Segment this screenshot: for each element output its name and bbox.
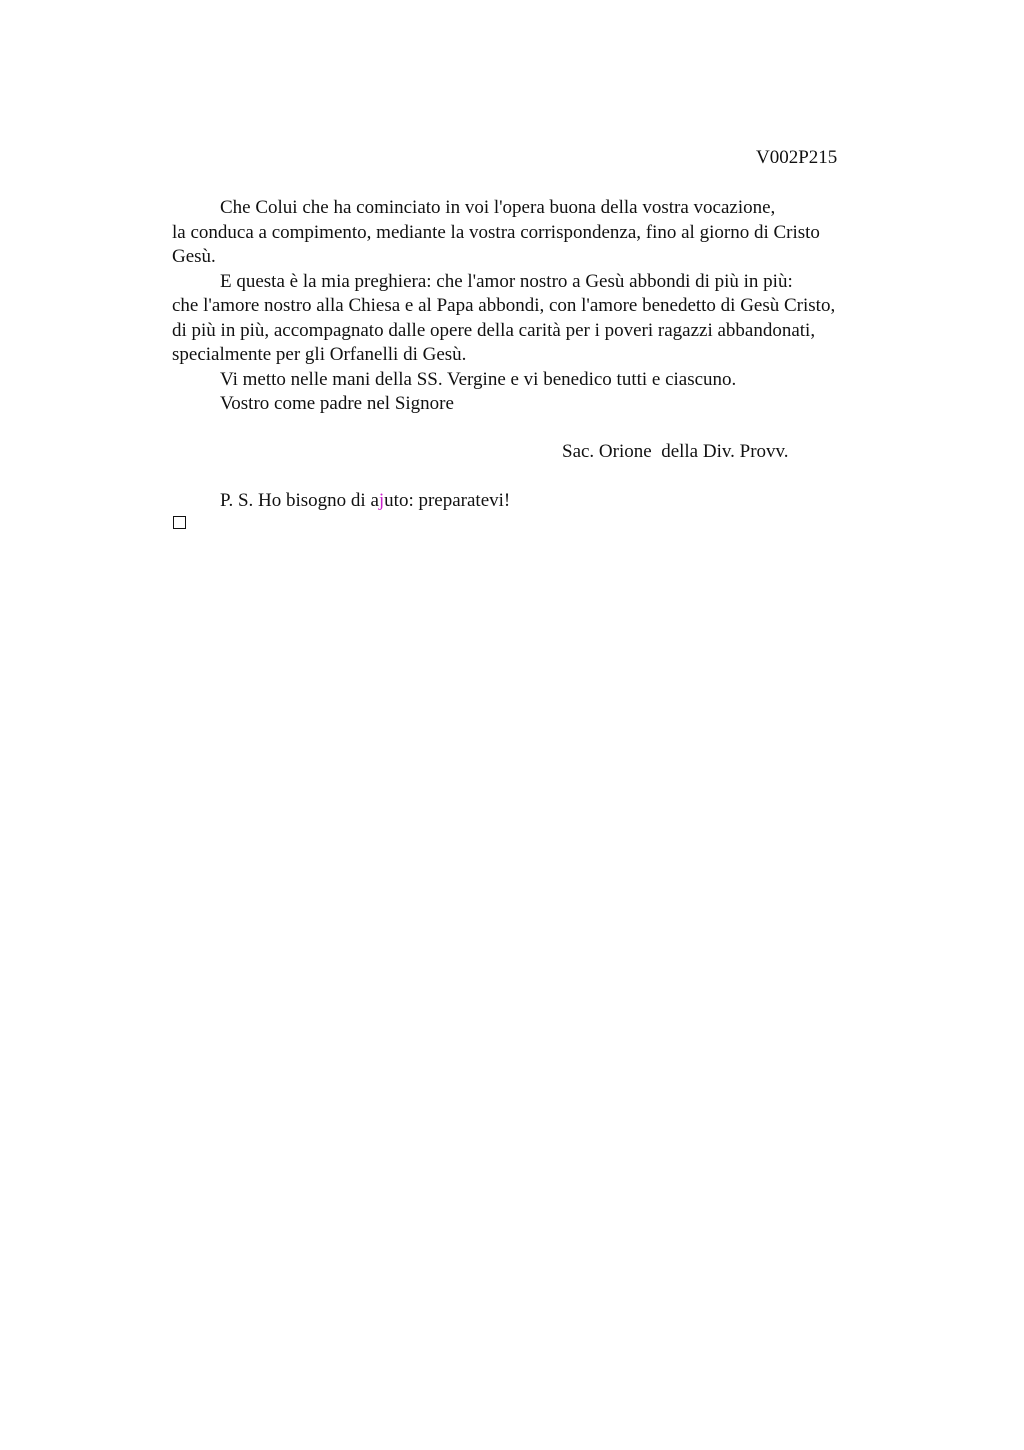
empty-box-icon [173, 516, 186, 529]
paragraph-line: E questa è la mia preghiera: che l'amor nostro a Gesù abbondi di più in più: [220, 270, 793, 292]
paragraph-line: la conduca a compimento, mediante la vostra corrispondenza, fino al giorno di Cristo [172, 221, 820, 243]
postscript-text-start: P. S. Ho bisogno di a [220, 490, 379, 511]
postscript-text-end: uto: preparatevi! [384, 490, 511, 511]
closing-line: Vostro come padre nel Signore [220, 393, 454, 414]
postscript [220, 489, 510, 513]
paragraph-line: Vi metto nelle mani della SS. Vergine e vi benedico tutti e ciascuno. [220, 368, 737, 390]
postscript-highlight: j [378, 490, 385, 511]
letter-body [172, 196, 912, 417]
signature: Sac. Orione della Div. Provv. [562, 441, 789, 462]
paragraph-line: Gesù. [172, 246, 216, 267]
paragraph-line: di più in più, accompagnato dalle opere della carità per i poveri ragazzi abbandonati, [172, 319, 816, 341]
paragraph-line: specialmente per gli Orfanelli di Gesù. [172, 344, 467, 365]
paragraph-line: che l'amore nostro alla Chiesa e al Papa abbondi, con l'amore benedetto di Gesù Cristo, [172, 295, 836, 316]
paragraph-line: Che Colui che ha cominciato in voi l'opera buona della vostra vocazione, [220, 197, 776, 218]
page-identifier: V002P215 [756, 147, 838, 168]
